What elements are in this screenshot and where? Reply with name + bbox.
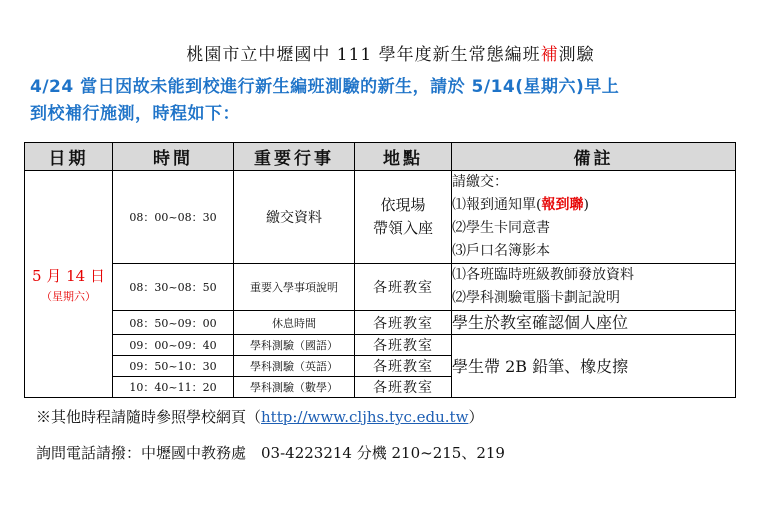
notice-line-2: 到校補行施測，時程如下： [30,104,240,124]
event-cell: 學科測驗（國語） [234,335,355,356]
place-cell: 各班教室 [355,311,452,335]
header-place: 地點 [355,143,452,171]
time-cell: 08：00~08：30 [113,171,234,264]
remarks-line: ⑶戶口名簿影本 [452,243,550,259]
header-event: 重要行事 [234,143,355,171]
remarks-cell: 學生於教室確認個人座位 [452,311,736,335]
place-cell: 各班教室 [355,377,452,398]
header-remarks: 備註 [452,143,736,171]
event-cell: 學科測驗（英語） [234,356,355,377]
table-header-row [25,143,736,171]
time-cell: 10：40~11：20 [113,377,234,398]
contact-info: 詢問電話請撥：中壢國中教務處 03-4223214 分機 210~215、219 [36,444,505,462]
time-cell: 09：50~10：30 [113,356,234,377]
title-prefix: 桃園市立中壢國中 111 學年度新生常態編班 [186,45,541,65]
place-cell: 各班教室 [355,335,452,356]
remarks-cell: 學生帶 2B 鉛筆、橡皮擦 [452,335,736,398]
makeup-notice [30,74,750,128]
table-row [25,311,736,335]
table-row [25,264,736,311]
page-title [0,40,781,65]
website-note [36,406,483,427]
remarks-text: ) [583,197,589,213]
remarks-text: ⑴報到通知單( [452,197,542,213]
place-cell: 各班教室 [355,356,452,377]
header-date: 日期 [25,143,113,171]
time-cell: 08：50~09：00 [113,311,234,335]
date-weekday: （星期六） [41,289,96,303]
remarks-line: ⑵學生卡同意書 [452,220,550,236]
remarks-line: ⑵學科測驗電腦卡劃記說明 [452,290,620,306]
school-website-link[interactable]: http://www.cljhs.tyc.edu.tw [261,408,469,426]
place-cell: 各班教室 [355,264,452,311]
remarks-cell [452,171,736,264]
notice-line-1: 4/24 當日因故未能到校進行新生編班測驗的新生，請於 5/14(星期六)早上 [30,77,620,97]
remarks-line: ⑴各班臨時班級教師發放資料 [452,267,634,283]
title-highlight: 補 [540,45,559,65]
place-line-1: 依現場 [380,196,426,214]
time-cell: 08：30~08：50 [113,264,234,311]
table-row [25,335,736,356]
remarks-line: 請繳交： [452,174,508,190]
schedule-table [24,142,736,398]
remarks-cell [452,264,736,311]
event-cell: 繳交資料 [234,171,355,264]
event-cell: 學科測驗（數學） [234,377,355,398]
remarks-line [452,194,735,217]
event-cell: 休息時間 [234,311,355,335]
website-note-prefix: ※其他時程請隨時參照學校網頁（ [36,408,262,426]
header-time: 時間 [113,143,234,171]
title-suffix: 測驗 [558,45,595,65]
date-cell [25,171,113,398]
place-line-2: 帶領入座 [372,219,433,237]
date-main: 5 月 14 日 [32,266,105,285]
time-cell: 09：00~09：40 [113,335,234,356]
place-cell [355,171,452,264]
event-cell: 重要入學事項說明 [234,264,355,311]
remarks-highlight: 報到聯 [541,197,584,213]
table-row [25,171,736,264]
website-note-suffix: ） [468,408,484,426]
